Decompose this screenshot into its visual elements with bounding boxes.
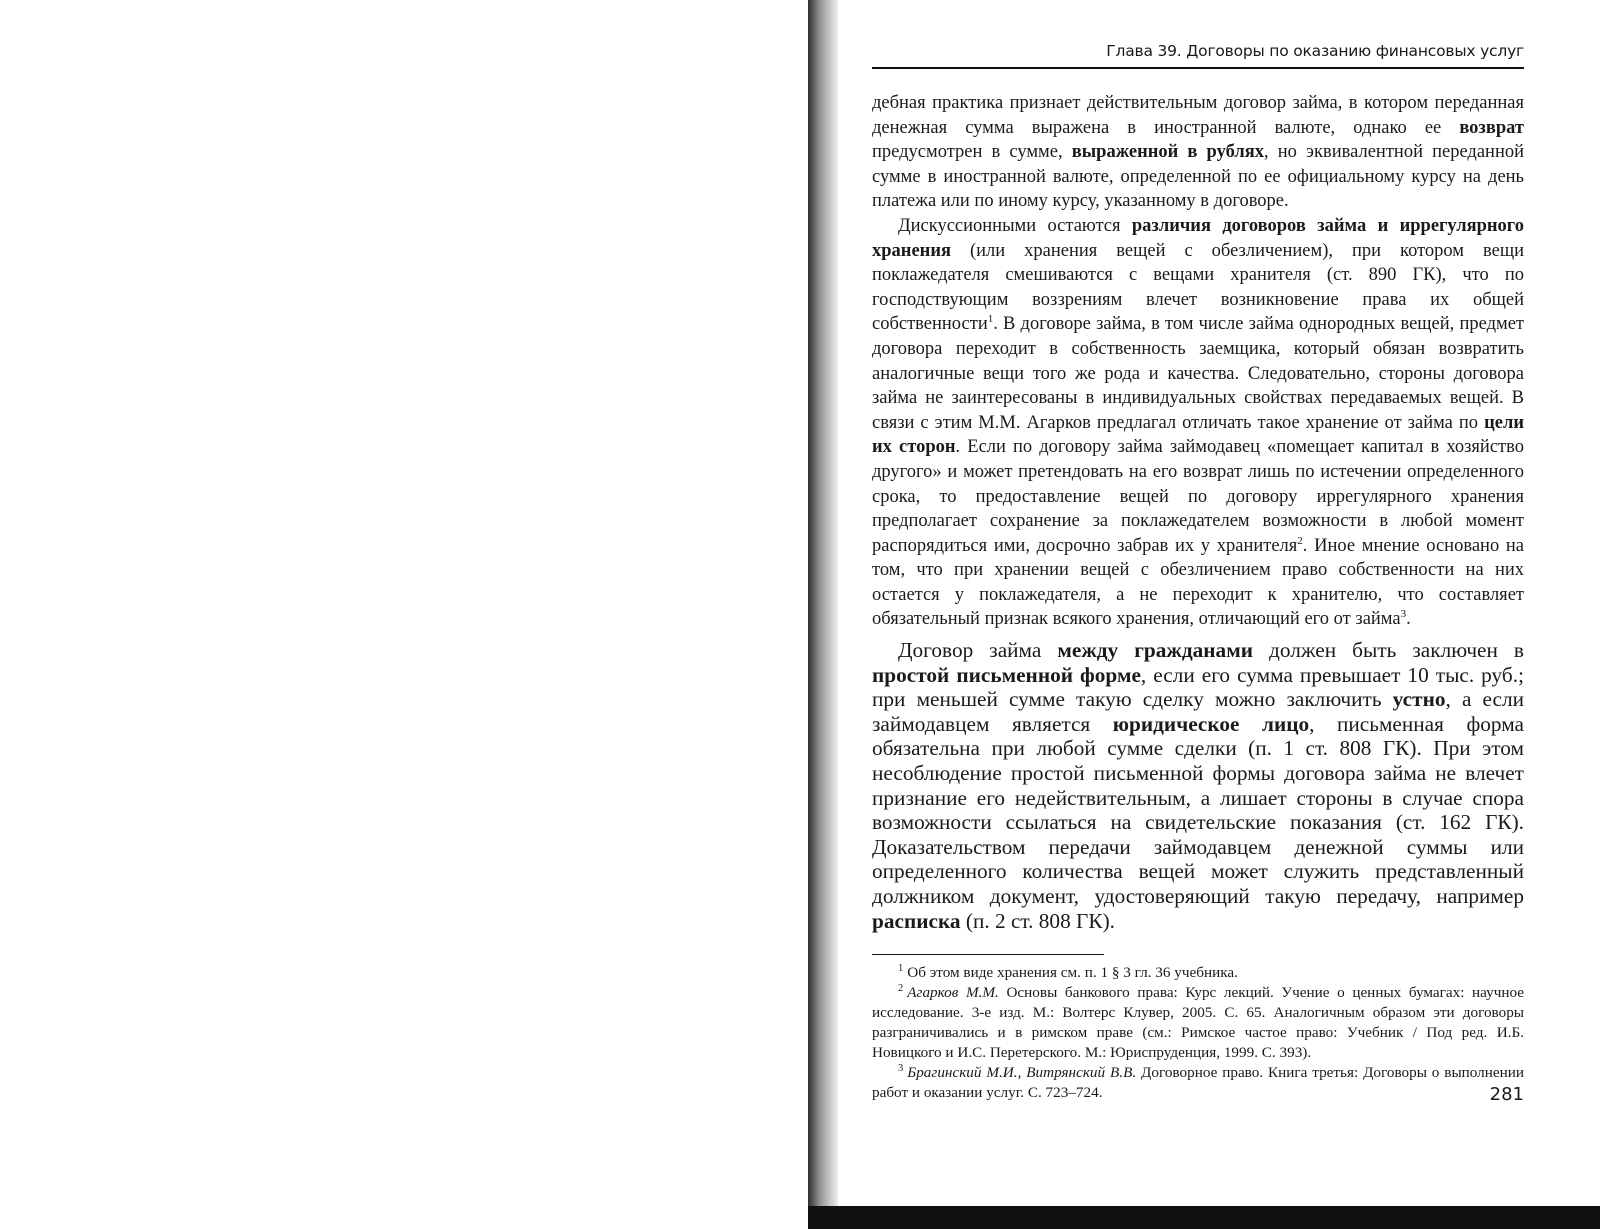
footnote-rule: [872, 954, 1104, 955]
text-run: Договор займа: [898, 638, 1058, 663]
text-run: , но эквивалентной переданной сумме в иностранной валюте, определенной по ее официальному курсу на день платежа или по иному курсу, указанному в договоре.: [872, 142, 1524, 212]
text-run: (или хранения вещей с обезличением), при котором вещи поклажедателя смешиваются с вещами хранителя (ст. 890 ГК), что по господствующим воззрениям влечет возникновение права их общей собственности: [872, 240, 1524, 335]
page-number: 281: [1489, 1084, 1524, 1105]
footnote-number: 3: [898, 1063, 904, 1075]
bold-term: простой письменной форме: [872, 662, 1141, 687]
footnote-author: Брагинский М.И., Витрянский В.В.: [907, 1064, 1137, 1082]
header-rule: [872, 67, 1524, 69]
book-page: [872, 40, 1524, 1103]
text-run: (п. 2 ст. 808 ГК).: [960, 908, 1115, 933]
bold-term: юридическое лицо: [1112, 711, 1310, 736]
text-run: . Если по договору займа займодавец «помещает капитал в хозяйство другого» и может претендовать на его возврат лишь по истечении определенного срока, то предоставление вещей по договору иррегулярного хранения предполагает сохранение за поклажедателем возможности в любой момент распорядиться ими, досрочно забрав их у хранителя: [872, 437, 1524, 556]
text-run: , если его сумма превышает 10 тыс. руб.; при меньшей сумме такую сделку можно заключить: [872, 662, 1524, 712]
text-run: дебная практика признает действительным договор займа, в котором переданная денежная сумма выражена в иностранной валюте, однако ее: [872, 93, 1524, 138]
paragraph-1: [872, 91, 1524, 214]
paragraph-2: [872, 214, 1524, 632]
paragraph-3: [872, 638, 1524, 933]
footnote-text: Основы банкового права: Курс лекций. Учение о ценных бумагах: научное исследование. 3-е изд. М.: Волтерс Клувер, 2005. С. 65. Аналогичным образом эти договоры разграничивались и в римском праве (см.: Римское частое право: Учебник / Под ред. И.Б. Новицкого и И.С. Перетерского. М.: Юриспруденция, 1999. С. 393).: [872, 984, 1524, 1062]
bold-term: цели их сторон: [872, 412, 1524, 458]
bold-term: между гражданами: [1057, 638, 1253, 663]
bold-term: различия договоров займа и иррегулярного хранения: [872, 215, 1524, 261]
footnote-1: [872, 963, 1524, 983]
footnote-2: [872, 983, 1524, 1063]
footnote-number: 2: [898, 983, 904, 995]
text-run: . Иное мнение основано на том, что при хранении вещей с обезличением право собственности на них остается у поклажедателя, а не переходит к хранителю, что составляет обязательный признак всякого хранения, отличающий его от займа: [872, 535, 1524, 630]
footnote-text: Об этом виде хранения см. п. 1 § 3 гл. 36 учебника.: [907, 964, 1238, 982]
footnote-3: [872, 1063, 1524, 1103]
text-run: , а если займодавцем является: [872, 687, 1524, 736]
footnote-number: 1: [898, 963, 904, 975]
footnote-ref: 2: [1297, 534, 1303, 547]
scan-bottom-edge: [808, 1206, 1600, 1229]
footnote-text: Договорное право. Книга третья: Договоры о выполнении работ и оказании услуг. С. 723–724.: [872, 1064, 1525, 1102]
bold-term: устно: [1392, 687, 1446, 712]
footnotes: [872, 963, 1524, 1103]
footnote-ref: 3: [1400, 608, 1407, 621]
text-run: предусмотрен в сумме,: [872, 142, 1072, 163]
text-run: должен быть заключен в: [1252, 638, 1524, 663]
bold-term: расписка: [872, 908, 961, 933]
bold-term: выраженной в рублях: [1071, 142, 1265, 163]
text-run: Дискуссионными остаются: [898, 215, 1132, 236]
footnote-author: Агарков М.М.: [907, 984, 999, 1002]
running-head: Глава 39. Договоры по оказанию финансовых услуг: [1106, 42, 1524, 60]
bold-term: возврат: [1459, 117, 1524, 138]
book-gutter-shadow: [808, 0, 838, 1229]
text-run: .: [1406, 609, 1411, 630]
text-run: , письменная форма обязательна при любой сумме сделки (п. 1 ст. 808 ГК). При этом несоблюдение простой письменной формы договора займа не влечет признание его недействительным, а лишает стороны в случае спора возможности ссылаться на свидетельские показания (ст. 162 ГК). Доказательством передачи займодавцем денежной суммы или определенного количества вещей может служить представленный должником документ, удостоверяющий такую передачу, например: [872, 711, 1525, 908]
body-text: [872, 91, 1524, 632]
text-run: . В договоре займа, в том числе займа однородных вещей, предмет договора переходит в собственность заемщика, который обязан возвратить аналогичные вещи того же рода и качества. Следовательно, стороны договора займа не заинтересованы в индивидуальных свойствах передаваемых вещей. В связи с этим М.М. Агарков предлагал отличать такое хранение от займа по: [872, 314, 1524, 433]
footnote-ref: 1: [987, 313, 994, 326]
